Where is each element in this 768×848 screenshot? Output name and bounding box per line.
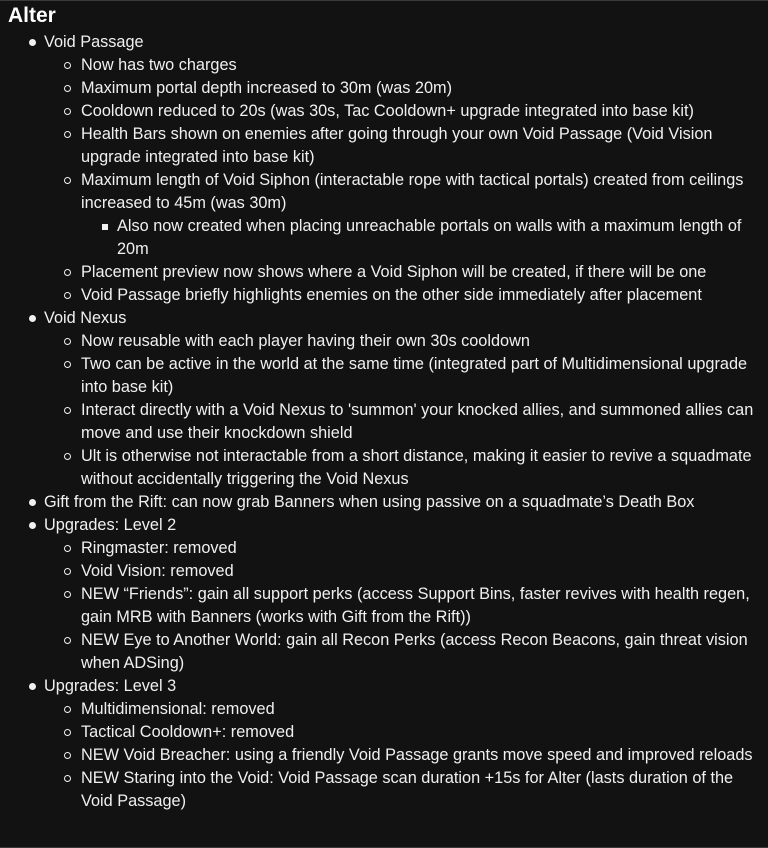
section-label: Void Passage [44, 33, 144, 51]
change-item [44, 123, 768, 169]
change-item [44, 169, 768, 261]
patch-notes-document [0, 1, 768, 813]
section-void-nexus [0, 307, 768, 491]
change-item [44, 77, 768, 100]
change-item [44, 284, 768, 307]
change-item [44, 629, 768, 675]
section-void-passage [0, 31, 768, 307]
change-text: Health Bars shown on enemies after going through your own Void Passage (Void Vision upgrade integrated into base kit) [81, 125, 713, 166]
change-text: Multidimensional: removed [81, 700, 275, 718]
change-item [44, 330, 768, 353]
change-text: Now reusable with each player having their own 30s cooldown [81, 332, 530, 350]
change-item [44, 698, 768, 721]
change-text: Maximum length of Void Siphon (interactable rope with tactical portals) created from ceilings increased to 45m (was 30m) [81, 171, 744, 212]
sub-change-text: Also now created when placing unreachable portals on walls with a maximum length of 20m [117, 217, 742, 258]
change-item [44, 583, 768, 629]
change-list [44, 698, 768, 813]
section-upgrades [0, 514, 768, 675]
section-label: Upgrades: Level 2 [44, 516, 177, 534]
change-text: Maximum portal depth increased to 30m (was 20m) [81, 79, 453, 97]
change-text: Interact directly with a Void Nexus to 'summon' your knocked allies, and summoned allies can move and use their knockdown shield [81, 401, 754, 442]
change-item [44, 100, 768, 123]
change-item [44, 261, 768, 284]
change-text: NEW Staring into the Void: Void Passage scan duration +15s for Alter (lasts duration of the Void Passage) [81, 769, 734, 810]
page-title: Alter [8, 4, 56, 27]
change-text: Tactical Cooldown+: removed [81, 723, 295, 741]
change-item [44, 54, 768, 77]
change-item [44, 399, 768, 445]
change-item [44, 767, 768, 813]
change-item [44, 721, 768, 744]
change-text: NEW “Friends”: gain all support perks (access Support Bins, faster revives with health regen, gain MRB with Banners (works with Gift from the Rift)) [81, 585, 750, 626]
change-item [44, 537, 768, 560]
change-item [44, 744, 768, 767]
change-text: NEW Eye to Another World: gain all Recon Perks (access Recon Beacons, gain threat vision when ADSing) [81, 631, 748, 672]
change-text: Void Passage briefly highlights enemies on the other side immediately after placement [81, 286, 702, 304]
change-item [44, 353, 768, 399]
change-text: Ringmaster: removed [81, 539, 237, 557]
change-text: NEW Void Breacher: using a friendly Void Passage grants move speed and improved reloads [81, 746, 753, 764]
section-upgrades [0, 675, 768, 813]
section-label: Upgrades: Level 3 [44, 677, 177, 695]
change-list [44, 54, 768, 307]
section-label: Gift from the Rift: can now grab Banners when using passive on a squadmate’s Death Box [44, 493, 695, 511]
change-text: Void Vision: removed [81, 562, 234, 580]
change-text: Now has two charges [81, 56, 237, 74]
change-list [44, 537, 768, 675]
change-list [44, 330, 768, 491]
sub-change-list [81, 215, 768, 261]
change-text: Placement preview now shows where a Void Siphon will be created, if there will be one [81, 263, 707, 281]
section-label: Void Nexus [44, 309, 127, 327]
sub-change-item [81, 215, 768, 261]
change-text: Ult is otherwise not interactable from a short distance, making it easier to revive a squadmate without accidentally triggering the Void Nexus [81, 447, 752, 488]
change-item [44, 445, 768, 491]
change-text: Cooldown reduced to 20s (was 30s, Tac Cooldown+ upgrade integrated into base kit) [81, 102, 694, 120]
patch-notes-list [0, 31, 768, 813]
section-gift-from-the-rift [0, 491, 768, 514]
change-item [44, 560, 768, 583]
change-text: Two can be active in the world at the same time (integrated part of Multidimensional upgrade into base kit) [81, 355, 748, 396]
